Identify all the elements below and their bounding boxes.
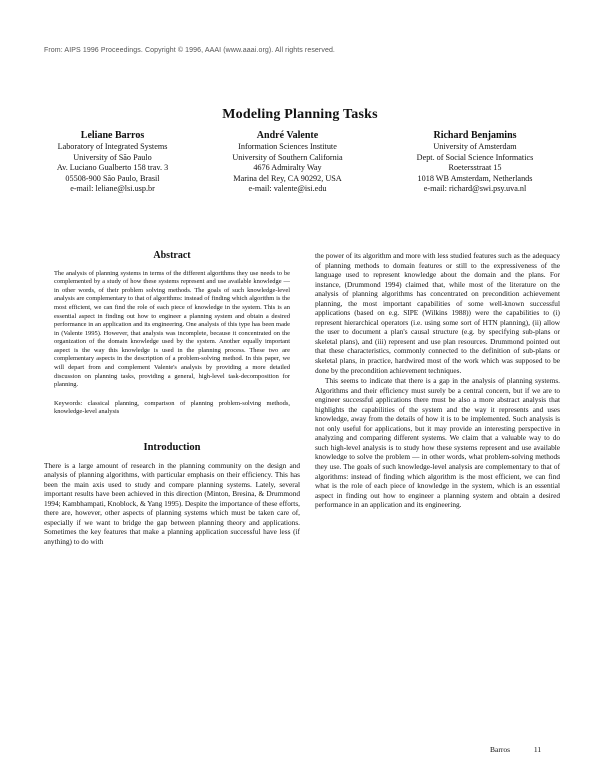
author-address: 1018 WB Amsterdam, Netherlands	[417, 173, 533, 183]
author-block	[30, 130, 570, 195]
author-affiliation: Information Sciences Institute	[238, 142, 337, 151]
author-benjamins	[380, 130, 570, 195]
body-paragraph: This seems to indicate that there is a gap in the analysis of planning systems. Algorithms and their efficiency must surely be a central concern, but if we are to engineer successful applications there must be also a more abstract analysis that highlights the capabilities of the system and the way it represents and uses knowledge, away from the details of how it is to be implemented. Such analysis is not only useful for applications, but it may provide an interesting perspective in analyzing and comparing different systems. We claim that a valuable way to do such high-level analysis is to study how these systems represent and use available knowledge to solve the problem — in other words, what problem-solving methods they use. The goals of such knowledge-level analysis are complementary to that of algorithms: instead of finding which algorithm is the most efficient, we can find what is the role of each piece of knowledge in the system, which is an essential aspect in finding out how to engineer a planning system and obtain a desired performance in an application and its engineering.	[315, 376, 560, 510]
introduction-paragraph: There is a large amount of research in the planning community on the design and analysis of planning algorithms, with particular emphasis on their efficiency. This has been the main axis used to study and compare planning systems. Lately, several important results have been achieved in this direction (Minton, Bresina, & Drummond 1994; Kambhampati, Knoblock, & Yang 1995). Despite the importance of these efforts, there are, however, other aspects of planning systems which must be taken care of, especially if we want to bridge the gap between planning theory and applications. Sometimes the key features that make a planning application successful have less (if anything) to do with	[44, 460, 300, 546]
author-valente	[195, 130, 380, 195]
body-paragraph: the power of its algorithm and more with less studied features such as the adequacy of planning methods to domain features or still to the expressiveness of the language used to represent knowledge about the domain and the plans. For instance, (Drummond 1994) claimed that, while most of the literature on the analysis of planning algorithms has concentrated on precondition achievement planning, the most important capabilities of some well-known successful applications (based on e.g. SIPE (Wilkins 1988)) were the capabilities to (i) represent hierarchical operators (i.e. using some sort of HTN planning), (ii) allow the user to document a plan's causal structure (e.g. by specifying sub-plans or skeletal plans), and (iii) represent and use plan resources. Drummond pointed out that these characteristics, commonly connected to the definition of sub-plans or skeletal plans, in practice, hardwired most of the work which was supposed to be done by the precondition achievement techniques.	[315, 251, 560, 375]
author-barros	[30, 130, 195, 195]
author-address: Av. Luciano Gualberto 158 trav. 3	[56, 163, 169, 173]
author-name: André Valente	[256, 130, 319, 141]
author-name: Richard Benjamins	[433, 130, 517, 141]
left-column	[44, 251, 300, 547]
author-address: Marina del Rey, CA 90292, USA	[233, 173, 342, 183]
keywords-text: Keywords: classical planning, comparison of planning problem-solving methods, knowledge-level analysis	[54, 399, 290, 416]
author-affiliation: University of São Paulo	[73, 152, 152, 162]
abstract-heading: Abstract	[153, 250, 191, 261]
author-email: e-mail: valente@isi.edu	[248, 184, 327, 194]
author-address: Roetersstraat 15	[448, 163, 502, 173]
introduction-heading: Introduction	[143, 442, 201, 454]
right-column	[315, 251, 560, 510]
running-head: Barros	[490, 745, 510, 754]
author-affiliation: Dept. of Social Science Informatics	[416, 152, 534, 162]
copyright-line: From: AIPS 1996 Proceedings. Copyright © 1996, AAAI (www.aaai.org). All rights reserved.	[44, 47, 335, 54]
author-email: e-mail: richard@swi.psy.uva.nl	[423, 184, 527, 194]
author-email: e-mail: leliane@lsi.usp.br	[70, 184, 155, 194]
page-number: 11	[533, 745, 542, 754]
page-footer	[490, 745, 563, 754]
author-affiliation: Laboratory of Integrated Systems	[57, 142, 168, 151]
author-affiliation: University of Southern California	[232, 152, 343, 162]
paper-title: Modeling Planning Tasks	[222, 107, 378, 122]
author-address: 4676 Admiralty Way	[253, 163, 322, 173]
author-name: Leliane Barros	[80, 130, 145, 141]
author-address: 05508-900 São Paulo, Brasil	[65, 173, 160, 183]
author-affiliation: University of Amsterdam	[433, 142, 517, 151]
abstract-text: The analysis of planning systems in terms of the different algorithms they use needs to be complemented by a study of how these systems represent and use available knowledge — in other words, of their problem solving methods. The goals of such knowledge-level analysis are complementary to that of algorithms: instead of finding which algorithm is the most efficient, we can find the role of each piece of knowledge in the system. This is an essential aspect in finding out how to engineer a planning system and obtain a desired performance in an application and its engineering. One analysis of this type has been made in (Valente 1995). However, that analysis was incomplete, because it concentrated on the organization of the domain knowledge used by the system. Another equally important aspect is the way this knowledge is used in the planning process. These two are complementary aspects in the description of a problem-solving method. In this paper, we will depart from and complement Valente's analysis by providing a more detailed discussion on planning tasks, providing a general, high-level task-decomposition for planning.	[54, 269, 290, 389]
